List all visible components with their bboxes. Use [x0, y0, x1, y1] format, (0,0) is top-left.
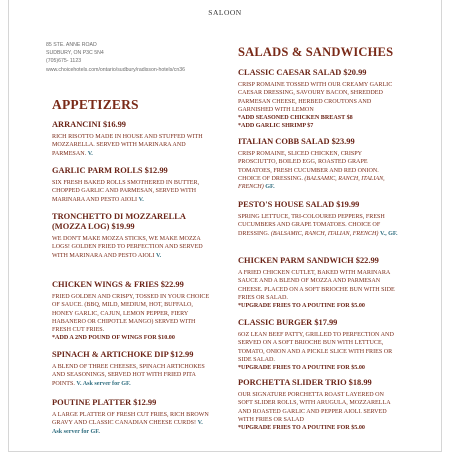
menu-item-spinach-dip [52, 350, 214, 388]
menu-item-chicken-parm-sandwich [238, 256, 398, 310]
item-title: PORCHETTA SLIDER TRIO $18.99 [238, 378, 372, 387]
item-description: WE DON'T MAKE MOZZA STICKS, WE MAKE MOZZA LOGS! GOLDEN FRIED TO PERFECTION AND SERVED WITH MARINARA AND PESTO AIOLI V. [52, 236, 203, 259]
menu-item-caesar-salad [238, 68, 398, 131]
item-title: CHICKEN PARM SANDWICH $22.99 [238, 256, 379, 265]
item-title: POUTINE PLATTER $12.99 [52, 398, 157, 407]
item-addon: *ADD SEASONED CHICKEN BREAST $8 *ADD GARLIC SHRIMP $7 [238, 115, 353, 130]
dietary-tag: V., GF. [379, 230, 398, 237]
dietary-tag: V. Ask server for GF. [52, 420, 203, 435]
section-title-salads-sandwiches: SALADS & SANDWICHES [238, 45, 394, 59]
dressing-options: (BALSAMIC, RANCH, ITALIAN, FRENCH) [238, 175, 385, 191]
item-addon: *UPGRADE FRIES TO A POUTINE FOR $5.00 [238, 425, 365, 432]
vegetarian-tag: V. [87, 150, 93, 157]
item-description: CRISP ROMAINE TOSSED WITH OUR CREAMY GARLIC CAESAR DRESSING, SAVOURY BACON, SHREDDED PARMESAN CHEESE, HERBED CROUTONS AND GARNISHED WITH LEMON [238, 82, 393, 113]
menu-item-classic-burger [238, 318, 398, 372]
item-description: SIX FRESH BAKED ROLLS SMOTHERED IN BUTTER, CHOPPED GARLIC AND PARMESAN, SERVED WITH MARINARA AND PESTO AIOLI V. [52, 180, 200, 203]
item-title: SPINACH & ARTICHOKE DIP $12.99 [52, 350, 194, 359]
item-description: OUR SIGNATURE PORCHETTA ROAST LAYERED ON SOFT SLIDER ROLLS, WITH ARUGULA, MOZZARELLA AND ROASTED GARLIC AND PEPPER AIOLI. SERVED WITH FRIES OR SALAD [238, 392, 391, 423]
item-title: TRONCHETTO DI MOZZARELLA (MOZZA LOG) $19.99 [52, 212, 186, 231]
menu-item-garlic-parm-rolls [52, 166, 214, 204]
item-description: A LARGE PLATTER OF FRESH CUT FRIES, RICH BROWN GRAVY AND CLASSIC CANADIAN CHEESE CURDS! V. Ask server for GF. [52, 412, 209, 435]
item-addon: *ADD A 2ND POUND OF WINGS FOR $10.00 [52, 335, 175, 342]
dressing-options: (BALSAMIC, RANCH, ITALIAN, FRENCH) [270, 230, 379, 237]
menu-item-chicken-wings [52, 280, 214, 343]
menu-item-mozza-log [52, 212, 214, 260]
item-title: GARLIC PARM ROLLS $12.99 [52, 166, 168, 175]
dietary-tag: V. Ask server for GF. [76, 380, 131, 387]
item-title: CLASSIC CAESAR SALAD $20.99 [238, 68, 367, 77]
item-description: FRIED GOLDEN AND CRISPY, TOSSED IN YOUR CHOICE OF SAUCE. (BBQ, MILD, MEDIUM, HOT, BUFFALO, HONEY GARLIC, CAJUN, LEMON PEPPER, FIERY HABANERO OR CHIPOTLE MANGO) SERVED WITH FRESH CUT FRIES. [52, 294, 210, 334]
item-description: RICH RISOTTO MADE IN HOUSE AND STUFFED WITH MOZZARELLA. SERVED WITH MARINARA AND PARMESAN. V. [52, 134, 203, 157]
website-link[interactable]: www.choicehotels.com/ontario/sudbury/radisson-hotels/cn36 [46, 66, 185, 73]
item-title: ITALIAN COBB SALAD $23.99 [238, 137, 355, 146]
address-line-1: 85 STE. ANNE ROAD [46, 42, 97, 48]
menu-item-arrancini [52, 120, 214, 158]
menu-item-italian-cobb-salad [238, 137, 398, 191]
item-addon: *UPGRADE FRIES TO A POUTINE FOR $5.00 [238, 365, 365, 372]
item-title: CLASSIC BURGER $17.99 [238, 318, 338, 327]
address-line-2: SUDBURY, ON P3C 5N4 [46, 50, 104, 57]
brand-name: SALOON [208, 8, 242, 17]
item-description: A FRIED CHICKEN CUTLET, BAKED WITH MARINARA SAUCE AND A BLEND OF MOZZA AND PARMESAN CHEESE. PLACED ON A SOFT BRIOCHE BUN WITH SIDE FRIES OR SALAD. [238, 270, 395, 301]
restaurant-address [46, 41, 185, 74]
vegetarian-tag: V. [138, 196, 144, 203]
item-description: A BLEND OF THREE CHEESES, SPINACH ARTICHOKES AND SEASONINGS, SERVED HOT WITH FRIED PITA POINTS. V. Ask server for GF. [52, 364, 205, 387]
item-addon: *UPGRADE FRIES TO A POUTINE FOR $5.00 [238, 303, 365, 310]
menu-item-porchetta-slider-trio [238, 378, 398, 432]
menu-item-house-salad [238, 200, 398, 238]
section-title-appetizers: APPETIZERS [52, 97, 139, 112]
item-title: CHICKEN WINGS & FRIES $22.99 [52, 280, 184, 289]
menu-item-poutine-platter [52, 398, 214, 436]
item-title: PESTO'S HOUSE SALAD $19.99 [238, 200, 360, 209]
phone-number: (705)675- 1123 [46, 58, 82, 65]
item-description: SPRING LETTUCE, TRI-COLOURED PEPPERS, FRESH CUCUMBERS AND GRAPE TOMATOES. CHOICE OF DRESSING. (BALSAMIC, RANCH, ITALIAN, FRENCH) V., GF. [238, 214, 398, 237]
vegetarian-tag: V. [156, 252, 162, 259]
gluten-free-tag: GF. [265, 184, 275, 191]
item-description: CRISP ROMAINE, SLICED CHICKEN, CRISPY PROSCIUTTO, BOILED EGG, ROASTED GRAPE TOMATOES, FRESH CUCUMBER AND RED ONION. CHOICE OF DRESSING. (BALSAMIC, RANCH, ITALIAN, FRENCH) GF. [238, 151, 385, 191]
item-description: 6OZ LEAN BEEF PATTY, GRILLED TO PERFECTION AND SERVED ON A SOFT BRIOCHE BUN WITH LETTUCE, TOMATO, ONION AND A PICKLE SLICE WITH FRIES OR SIDE SALAD. [238, 332, 394, 363]
item-title: ARRANCINI $16.99 [52, 120, 126, 129]
